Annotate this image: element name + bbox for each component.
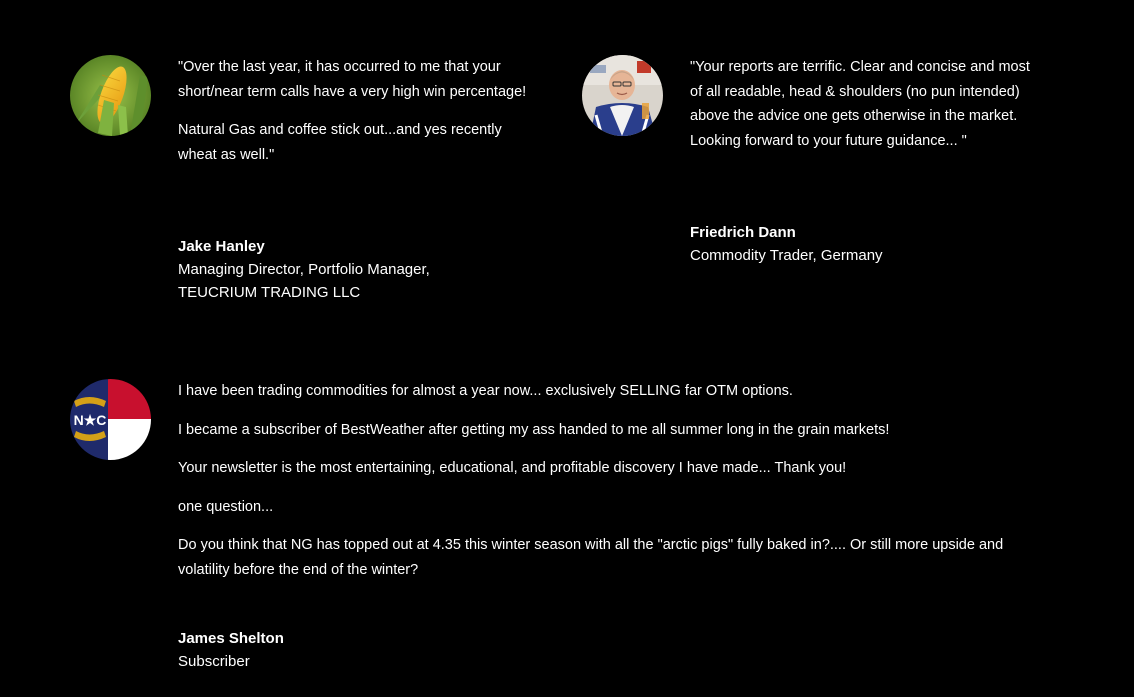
- author-role: Subscriber: [178, 653, 250, 670]
- corn-cob-avatar: [70, 55, 151, 136]
- author-role: Commodity Trader, Germany: [690, 247, 883, 264]
- author-name: Friedrich Dann: [690, 224, 796, 241]
- testimonial-author: [690, 221, 1050, 267]
- testimonial-quote: [178, 379, 1058, 596]
- quote-paragraph: "Over the last year, it has occurred to me that your short/near term calls have a very high win percentage!: [178, 59, 527, 100]
- testimonial-author: [178, 235, 538, 304]
- north-carolina-flag-icon: [70, 379, 151, 460]
- quote-paragraph: Natural Gas and coffee stick out...and yes recently wheat as well.": [178, 122, 502, 163]
- testimonial-quote: [690, 55, 1035, 167]
- quote-paragraph: I have been trading commodities for almost a year now... exclusively SELLING far OTM options.: [178, 383, 793, 399]
- author-role: Managing Director, Portfolio Manager,: [178, 261, 430, 278]
- author-name: Jake Hanley: [178, 238, 265, 255]
- quote-paragraph: one question...: [178, 498, 274, 515]
- corn-cob-icon: [70, 55, 151, 136]
- quote-paragraph: Your newsletter is the most entertaining, educational, and profitable discovery I have made... Thank you!: [178, 460, 847, 476]
- quote-paragraph: "Your reports are terrific. Clear and concise and most of all readable, head & shoulders (no pun intended) above the advice one gets otherwise in the market. Looking forward to your future guidance... ": [690, 59, 1030, 149]
- portrait-avatar: [582, 55, 663, 136]
- flag-lettering: N★C: [73, 412, 107, 428]
- testimonial-quote: [178, 55, 533, 181]
- author-name: James Shelton: [178, 630, 284, 647]
- north-carolina-flag-avatar: [70, 379, 151, 460]
- quote-paragraph: I became a subscriber of BestWeather after getting my ass handed to me all summer long in the grain markets!: [178, 421, 890, 438]
- testimonial-author: [178, 627, 538, 673]
- quote-paragraph: Do you think that NG has topped out at 4.35 this winter season with all the "arctic pigs" fully baked in?.... Or still more upside and volatility before the end of the winter?: [178, 537, 1004, 578]
- person-portrait-icon: [582, 55, 663, 136]
- author-company: TEUCRIUM TRADING LLC: [178, 284, 361, 301]
